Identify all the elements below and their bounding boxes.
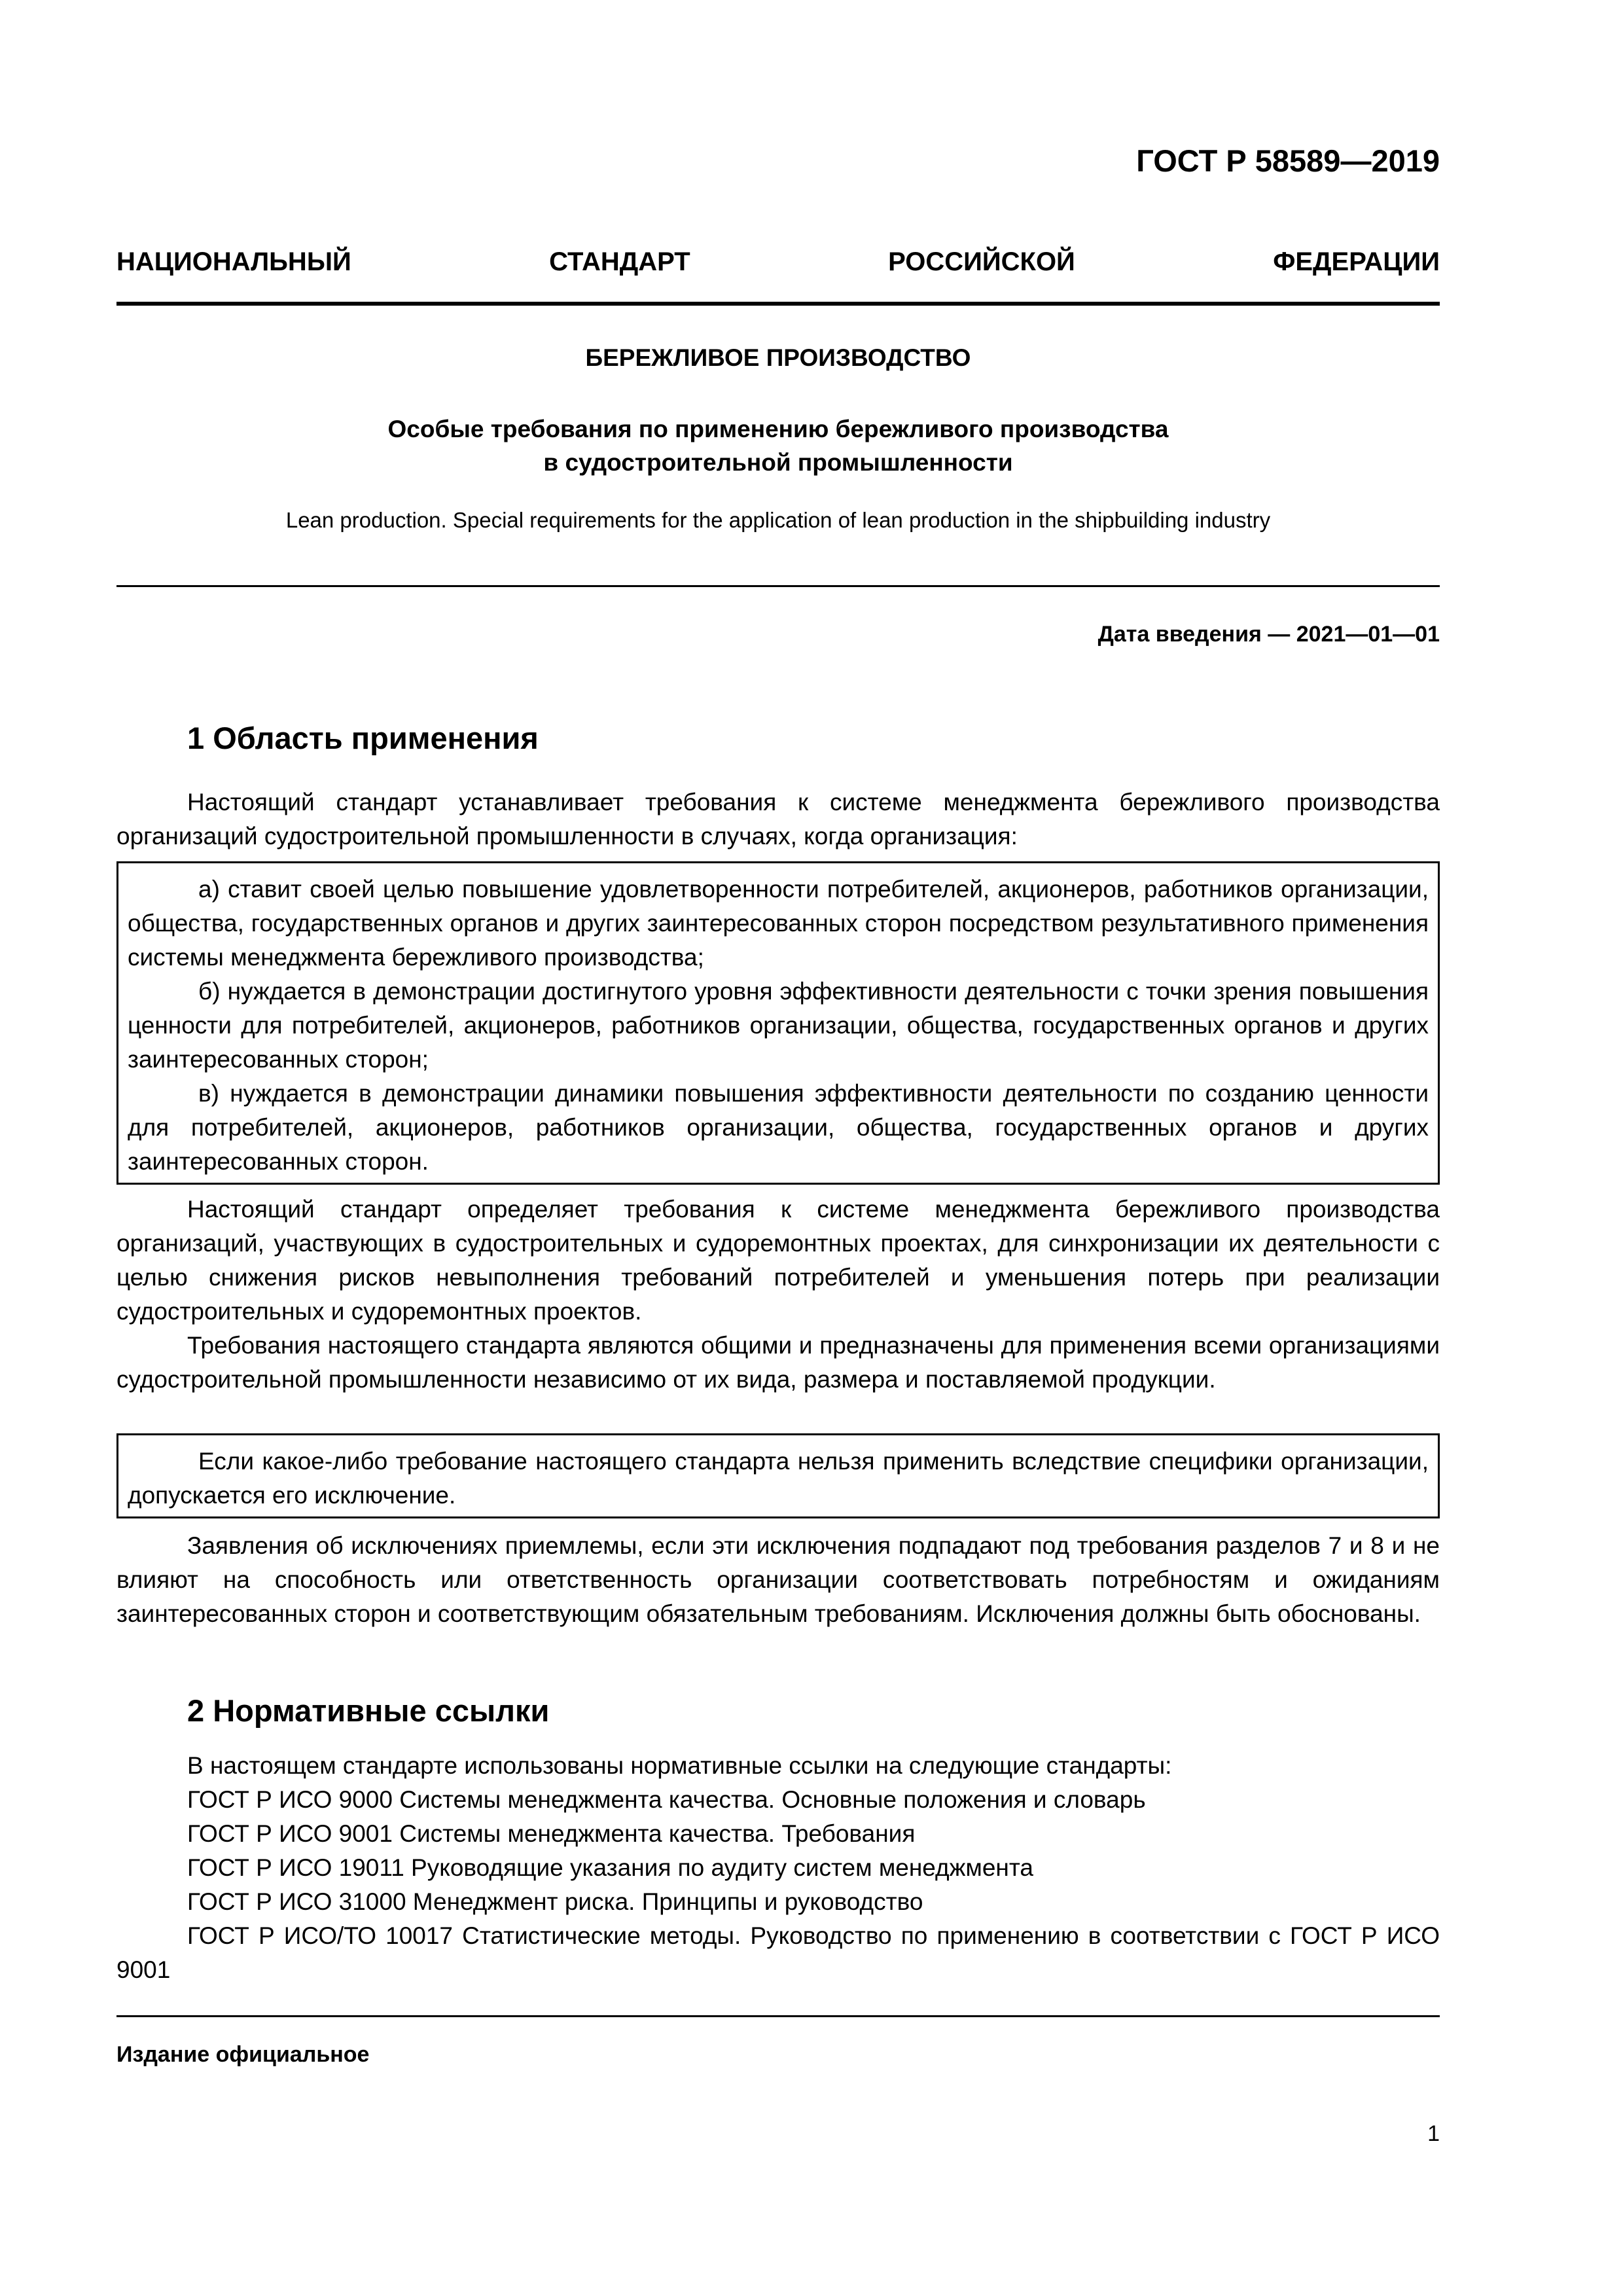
reference-item: ГОСТ Р ИСО/ТО 10017 Статистические методы. Руководство по применению в соответствии с ГОСТ Р ИСО 9001 xyxy=(116,1922,1440,1983)
paragraph-text: Настоящий стандарт устанавливает требования к системе менеджмента бережливого производства организаций судостроительной промышленности в случаях, когда организация: xyxy=(116,789,1440,850)
document-number: ГОСТ Р 58589—2019 xyxy=(1136,143,1440,178)
section-1-heading: 1 Область применения xyxy=(187,721,539,755)
national-standard-title: НАЦИОНАЛЬНЫЙ СТАНДАРТ РОССИЙСКОЙ ФЕДЕРАЦИИ xyxy=(116,247,1440,276)
note-text: Если какое-либо требование настоящего стандарта нельзя применить вследствие специфики организации, допускается его исключение. xyxy=(128,1448,1429,1509)
paragraph-text: Настоящий стандарт определяет требования к системе менеджмента бережливого производства организаций, участвующих в судостроительных и судоремонтных проектах, для синхронизации их деятельности с целью снижения рисков невыполнения требований потребителей и уменьшения потерь при реализации судостроительных и судоремонтных проектов. xyxy=(116,1196,1440,1325)
section-1-paragraphs-2-3 xyxy=(116,1193,1440,1397)
paragraph-text: Заявления об исключениях приемлемы, если эти исключения подпадают под требования разделов 7 и 8 и не влияют на способность или ответственность организации соответствовать потребностям и ожиданиям заинтересованных сторон и соответствующим обязательным требованиям. Исключения должны быть обоснованы. xyxy=(116,1532,1440,1627)
edition-label: Издание официальное xyxy=(116,2042,370,2067)
english-title: Lean production. Special requirements for the application of lean production in the shipbuilding industry xyxy=(285,508,1271,532)
framed-list-box xyxy=(116,861,1440,1185)
references-intro: В настоящем стандарте использованы нормативные ссылки на следующие стандарты: xyxy=(187,1752,1172,1779)
reference-item: ГОСТ Р ИСО 9000 Системы менеджмента качества. Основные положения и словарь xyxy=(187,1786,1146,1813)
reference-item: ГОСТ Р ИСО 31000 Менеджмент риска. Принципы и руководство xyxy=(187,1888,923,1915)
paragraph-text: Требования настоящего стандарта являются общими и предназначены для применения всеми организациями судостроительной промышленности независимо от их вида, размера и поставляемой продукции. xyxy=(116,1332,1440,1393)
section-2-heading: 2 Нормативные ссылки xyxy=(187,1693,550,1728)
reference-item: ГОСТ Р ИСО 9001 Системы менеджмента качества. Требования xyxy=(187,1820,916,1847)
introduction-date: Дата введения — 2021—01—01 xyxy=(1097,622,1440,647)
document-title: БЕРЕЖЛИВОЕ ПРОИЗВОДСТВО xyxy=(585,344,971,371)
section-1-paragraph-4 xyxy=(116,1529,1440,1631)
list-item-c: в) нуждается в демонстрации динамики повышения эффективности деятельности по созданию ценности для потребителей, акционеров, работников организации, общества, государственных органов и других заинтересованных сторон. xyxy=(128,1080,1429,1175)
document-subtitle xyxy=(116,412,1440,479)
title-rule xyxy=(116,585,1440,587)
framed-note-box xyxy=(116,1433,1440,1518)
section-1-paragraph-1 xyxy=(116,785,1440,853)
subtitle-line-1: Особые требования по применению бережливого производства xyxy=(387,416,1169,442)
page-number: 1 xyxy=(1427,2121,1440,2146)
footer-rule xyxy=(116,2015,1440,2017)
document-page xyxy=(116,0,1440,2296)
reference-item: ГОСТ Р ИСО 19011 Руководящие указания по аудиту систем менеджмента xyxy=(187,1854,1033,1881)
header-rule xyxy=(116,302,1440,306)
list-item-b: б) нуждается в демонстрации достигнутого уровня эффективности деятельности с точки зрения повышения ценности для потребителей, акционеров, работников организации, общества, государственных органов и других заинтересованных сторон; xyxy=(128,978,1429,1073)
subtitle-line-2: в судостроительной промышленности xyxy=(543,449,1013,476)
normative-references-list xyxy=(116,1749,1440,1987)
list-item-a: а) ставит своей целью повышение удовлетворенности потребителей, акционеров, работников организации, общества, государственных органов и других заинтересованных сторон посредством результативного применения системы менеджмента бережливого производства; xyxy=(128,876,1429,971)
